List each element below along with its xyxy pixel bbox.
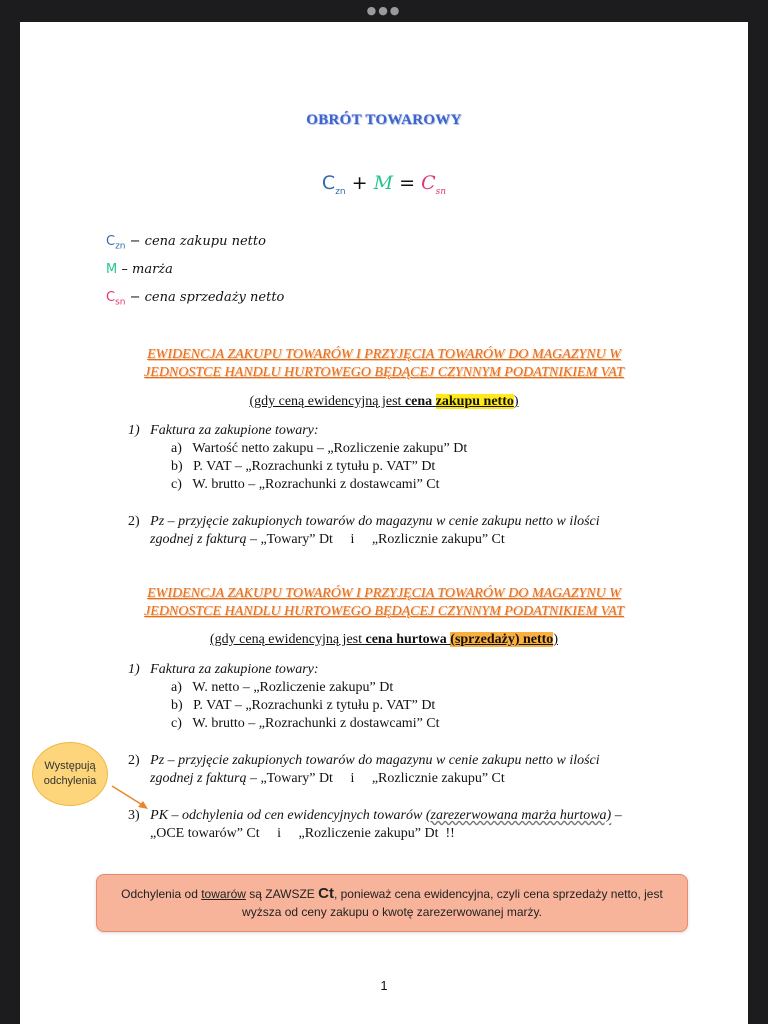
- definition-czn: $C_{zn}$ − cena zakupu netto: [106, 234, 266, 252]
- section2-item1: 1) Faktura za zakupione towary:: [128, 662, 319, 677]
- formula-csn: $C_{sn}$: [421, 172, 447, 197]
- section1-subitem-c: c) W. brutto – „Rozrachunki z dostawcami” Ct: [171, 477, 440, 492]
- formula-equals: =: [399, 172, 416, 194]
- document-page: [20, 22, 748, 1024]
- document-title: OBRÓT TOWAROWY: [306, 112, 462, 128]
- section2-item3: 3) PK – odchylenia od cen ewidencyjnych towarów (zarezerwowana marża hurtowa) –: [128, 808, 622, 823]
- deviation-bubble: Występują odchylenia: [32, 742, 108, 806]
- definition-m: M – marża: [106, 262, 173, 277]
- formula-plus: +: [351, 172, 368, 194]
- section2-subitem-b: b) P. VAT – „Rozrachunki z tytułu p. VAT” Dt: [171, 698, 436, 713]
- formula-m: M: [373, 172, 394, 194]
- section1-heading: EWIDENCJA ZAKUPU TOWARÓW I PRZYJĘCIA TOWARÓW DO MAGAZYNU W JEDNOSTCE HANDLU HURTOWEGO BĘDĄCEJ CZYNNYM PODATNIKIEM VAT: [144, 347, 624, 380]
- section1-item1: 1) Faktura za zakupione towary:: [128, 423, 319, 438]
- section2-item3-line2: „OCE towarów” Ct i „Rozliczenie zakupu” Dt !!: [150, 826, 455, 841]
- section2-subitem-a: a) W. netto – „Rozliczenie zakupu” Dt: [171, 680, 394, 695]
- section2-item2-line2: zgodnej z fakturą – „Towary” Dt i „Rozlicznie zakupu” Ct: [150, 771, 505, 786]
- section2-heading: EWIDENCJA ZAKUPU TOWARÓW I PRZYJĘCIA TOWARÓW DO MAGAZYNU W JEDNOSTCE HANDLU HURTOWEGO BĘDĄCEJ CZYNNYM PODATNIKIEM VAT: [144, 586, 624, 619]
- window-handle[interactable]: ●●●: [366, 4, 402, 17]
- section2-subtitle: (gdy ceną ewidencyjną jest cena hurtowa (sprzedaży) netto): [210, 632, 558, 647]
- section1-item2-line2: zgodnej z fakturą – „Towary” Dt i „Rozlicznie zakupu” Ct: [150, 532, 505, 547]
- callout-box: Odchylenia od towarów są ZAWSZE Ct, ponieważ cena ewidencyjna, czyli cena sprzedaży netto, jest wyższa od ceny zakupu o kwotę zarezerwowanej marży.: [96, 874, 688, 932]
- section2-subitem-c: c) W. brutto – „Rozrachunki z dostawcami” Ct: [171, 716, 440, 731]
- definition-csn: $C_{sn}$ − cena sprzedaży netto: [106, 290, 285, 308]
- page-number: 1: [380, 978, 388, 993]
- section1-subitem-b: b) P. VAT – „Rozrachunki z tytułu p. VAT” Dt: [171, 459, 436, 474]
- section2-item2: 2) Pz – przyjęcie zakupionych towarów do magazynu w cenie zakupu netto w ilości: [128, 753, 600, 768]
- arrow-icon: [110, 782, 152, 812]
- section1-subitem-a: a) Wartość netto zakupu – „Rozliczenie zakupu” Dt: [171, 441, 468, 456]
- formula-czn: $C_{zn}$: [321, 172, 346, 197]
- formula: [20, 172, 748, 197]
- section1-item2: 2) Pz – przyjęcie zakupionych towarów do magazynu w cenie zakupu netto w ilości: [128, 514, 600, 529]
- section1-subtitle: (gdy ceną ewidencyjną jest cena zakupu netto): [249, 394, 519, 409]
